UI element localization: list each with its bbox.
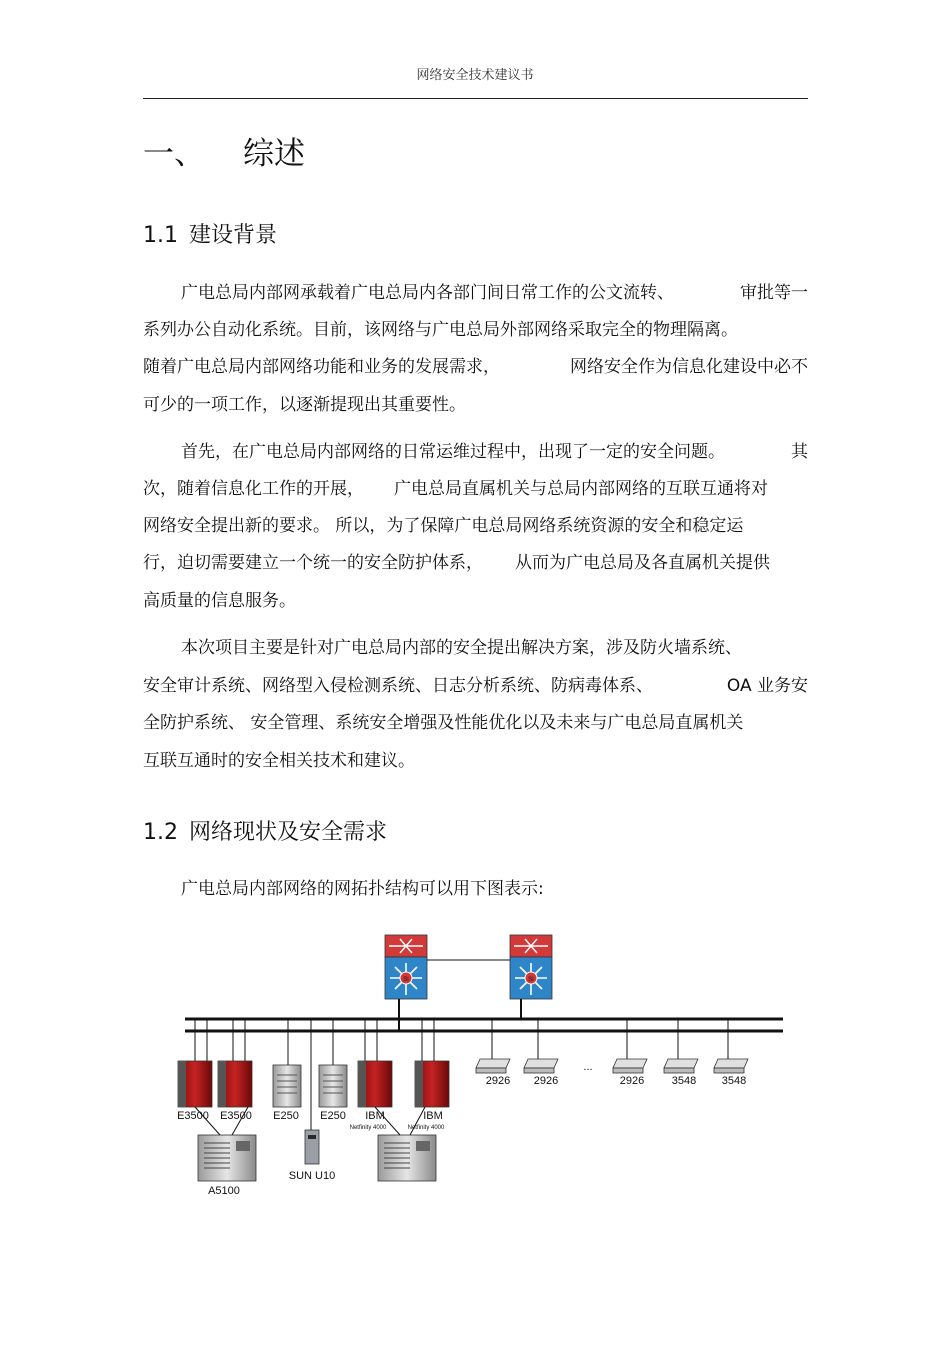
paragraph-line [181,282,808,304]
subsection-title: 建设背景 [189,223,278,248]
server-sublabel: Netfinity 4000 [349,1125,387,1131]
text-span: 广电总局内部网承载着广电总局内各部门间日常工作的公文流转、 [181,283,674,303]
paragraph-line: 广电总局内部网络的网拓扑结构可以用下图表示: [181,879,544,899]
paragraph-line: 高质量的信息服务。 [143,591,296,611]
page-header: 网络安全技术建议书 [416,68,534,83]
core-switch-1 [385,935,427,999]
paragraph-line: 本次项目主要是针对广电总局内部的安全提出解决方案，涉及防火墙系统、 [181,638,742,658]
server-label: IBM [365,1110,385,1122]
header-rule [143,98,808,99]
switch-label: 3548 [721,1075,747,1087]
server-label: E250 [273,1110,299,1122]
server-label: E3500 [220,1110,252,1122]
text-span: 网络安全作为信息化建设中必不 [570,357,808,377]
paragraph-line [143,478,808,500]
subsection-heading-1-1 [143,218,277,249]
section-title: 综述 [243,136,305,172]
switch-label: 2926 [533,1075,559,1087]
storage-ibm [378,1135,436,1181]
subsection-number: 1.2 [143,820,178,845]
network-topology-diagram [160,925,800,1210]
text-span: 从而为广电总局及各直属机关提供 [515,553,770,573]
paragraph-line: 可少的一项工作，以逐渐提现出其重要性。 [143,395,466,415]
ellipsis-label: ... [583,1061,593,1073]
server-e250-1 [273,1065,301,1107]
server-sublabel: Netfinity 4000 [407,1125,445,1131]
server-label: E250 [320,1110,346,1122]
server-ibm-2 [415,1061,449,1107]
workstation-label: SUN U10 [288,1170,336,1182]
paragraph-line: 系列办公自动化系统。目前，该网络与广电总局外部网络采取完全的物理隔离。 [143,320,738,340]
server-e3500-1 [178,1061,212,1107]
subsection-title: 网络现状及安全需求 [189,820,388,845]
paragraph-line: 全防护系统、 安全管理、系统安全增强及性能优化以及未来与广电总局直属机关 [143,713,744,733]
text-span: 行，迫切需要建立一个统一的安全防护体系， [143,553,483,573]
switch-label: 2926 [619,1075,645,1087]
text-span: 安全审计系统、网络型入侵检测系统、日志分析系统、防病毒体系、 [143,676,653,696]
text-span: 首先，在广电总局内部网络的日常运维过程中，出现了一定的安全问题。 [181,442,725,462]
subsection-heading-1-2 [143,815,387,846]
server-label: IBM [423,1110,443,1122]
server-e250-2 [319,1065,347,1107]
section-heading [143,128,305,173]
access-switch-3 [613,1059,647,1073]
paragraph-line [143,675,808,697]
access-switch-5 [714,1059,748,1073]
core-switch-2 [510,935,552,999]
server-label: E3500 [177,1110,209,1122]
access-switch-1 [476,1059,510,1073]
section-number: 一、 [143,136,205,172]
text-span: 广电总局直属机关与总局内部网络的互联互通将对 [394,479,768,499]
storage-label: A5100 [208,1185,240,1197]
access-switch-4 [664,1059,698,1073]
paragraph-line [143,356,808,378]
text-span: OA 业务安 [726,676,808,696]
paragraph-line: 互联互通时的安全相关技术和建议。 [143,751,415,771]
text-span: 次，随着信息化工作的开展， [143,479,364,499]
text-span: 审批等一 [740,283,808,303]
text-span: 其 [791,442,808,462]
subsection-number: 1.1 [143,223,178,248]
backbone-bus [185,1019,783,1031]
paragraph-line [181,441,808,463]
server-ibm-1 [358,1061,392,1107]
paragraph-line [143,552,808,574]
access-switch-2 [524,1059,558,1073]
switch-label: 3548 [671,1075,697,1087]
storage-a5100 [198,1135,256,1181]
workstation-sun-u10 [305,1130,319,1164]
server-e3500-2 [218,1061,252,1107]
text-span: 随着广电总局内部网络功能和业务的发展需求， [143,357,500,377]
paragraph-line: 网络安全提出新的要求。 所以，为了保障广电总局网络系统资源的安全和稳定运 [143,516,744,536]
switch-label: 2926 [485,1075,511,1087]
core-switch-badge: SI [528,977,534,983]
core-switch-badge: SI [403,977,409,983]
